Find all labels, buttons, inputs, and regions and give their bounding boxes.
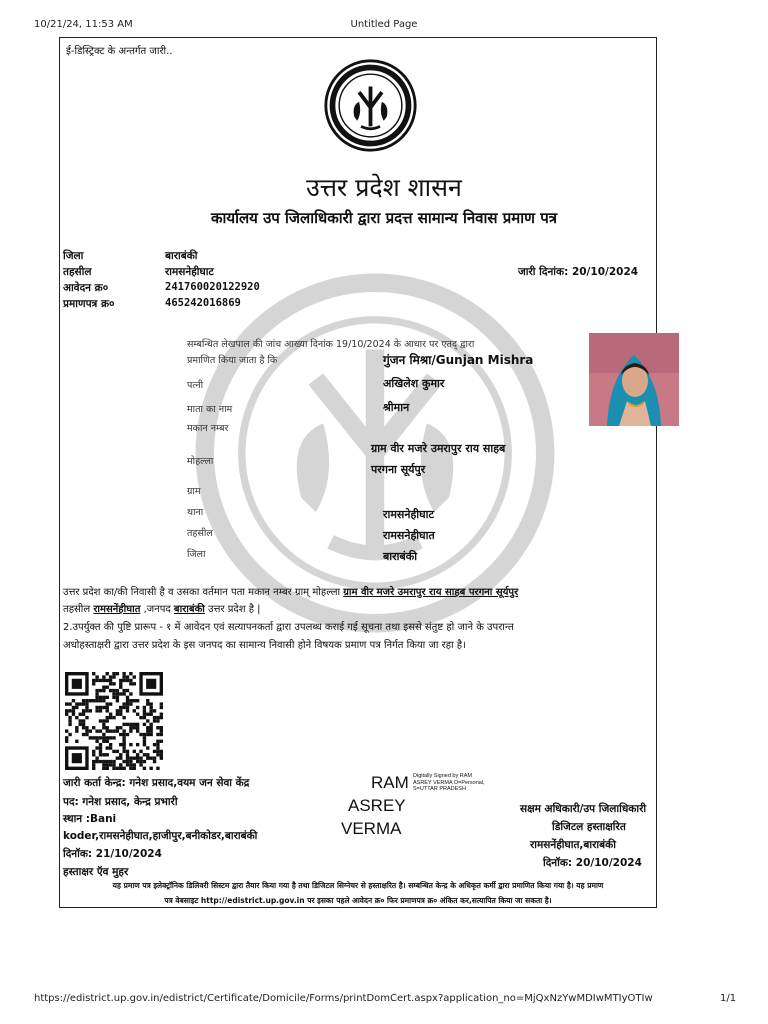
qr-code: [65, 672, 163, 770]
house-label: मकान नम्बर: [187, 423, 229, 434]
residence-address: ग्राम वीर मजरे उमरापुर राय साहब परगना सूर्यपुर: [343, 587, 519, 598]
residence-paragraph-line1: [63, 585, 518, 601]
tehsil-label: तहसील: [63, 266, 92, 278]
footer-note-line1: यह प्रमाण पत्र इलेक्ट्रॉनिक डिलिवरी सिस्टम द्वारा तैयार किया गया है तथा डिजिटल सिग्नेचर से हस्ताक्षरित है। सम्बन्धित केन्द्र के अधिकृत कर्मी द्वारा प्रमाणित किया गया है। यह प्रमाण: [112, 881, 604, 890]
issuer-place-line1: स्थान :Bani: [63, 813, 117, 825]
verification-paragraph-line2: अधोहस्ताक्षरी द्वारा उत्तर प्रदेश के इस जनपद का सामान्य निवासी होने विषयक प्रमाण पत्र निर्गत किया जा रहा है।: [63, 640, 466, 651]
print-page-title: Untitled Page: [350, 19, 418, 30]
up-emblem-logo: [323, 58, 418, 153]
digital-signature-note: Digitally Signed by RAM ASREY VERMA O=Personal, S=UTTAR PRADESH: [413, 773, 485, 792]
thana-label: थाना: [187, 507, 204, 518]
certify-label: प्रमाणित किया जाता है कि: [187, 355, 278, 366]
holder-photo: [589, 333, 679, 426]
district-value: बाराबंकी: [165, 250, 198, 262]
wife-label: पत्नी: [187, 380, 204, 391]
issuer-date: दिनॉक: 21/10/2024: [63, 848, 162, 860]
state-suffix: उत्तर प्रदेश है |: [204, 604, 261, 615]
tehsil-value: रामसनेहीघाट: [165, 266, 214, 278]
residence-district: बाराबंकी: [173, 604, 205, 615]
verification-paragraph-line1: 2.उपर्युक्त की पुष्टि प्रारूप - १ में आवेदन एवं सत्यापनकर्ता द्वारा उपलब्ध कराई गई सूचना तथा इससे संतुष्ट हो जाने के उपरान्त: [63, 622, 514, 633]
husband-name: अखिलेश कुमार: [383, 377, 445, 390]
officer-date: दिनॉक: 20/10/2024: [543, 857, 642, 869]
holder-name: गुंजन मिश्रा/Gunjan Mishra: [383, 353, 534, 367]
field-tehsil-label: तहसील: [187, 528, 213, 539]
residence-paragraph-line2: [63, 602, 261, 618]
field-tehsil-value: रामसनेहीघात: [383, 529, 435, 542]
certificate-subtitle: कार्यालय उप जिलाधिकारी द्वारा प्रदत्त सामान्य निवास प्रमाण पत्र: [211, 209, 557, 227]
mohalla-value-line1: ग्राम वीर मजरे उमरापुर राय साहब: [371, 442, 506, 455]
govt-title: उत्तर प्रदेश शासन: [306, 173, 462, 202]
mohalla-value-line2: परगना सूर्यपुर: [371, 463, 426, 476]
issuing-center: जारी कर्ता केन्द्र: गनेश प्रसाद,वयम जन सेवा केंद्र: [63, 777, 250, 789]
signer-name-line1: RAM: [371, 773, 409, 792]
application-label: आवेदन क्र०: [63, 282, 109, 294]
village-label: ग्राम: [187, 486, 201, 497]
officer-digitally-signed: डिजिटल हस्ताक्षरित: [552, 821, 626, 833]
issued-under-text: ई-डिस्ट्रिक्ट के अन्तर्गत जारी..: [66, 46, 173, 57]
certificate-number: 465242016869: [165, 297, 241, 309]
mother-label: माता का नाम: [187, 404, 233, 415]
intro-text: सम्बन्धित लेखपाल की जांच आख्या दिनांक 19/10/2024 के आधार पर एतद् द्वारा: [187, 339, 475, 350]
issuer-post: पद: गनेश प्रसाद, केन्द्र प्रभारी: [63, 796, 178, 808]
issue-date: जारी दिनांक: 20/10/2024: [518, 266, 639, 278]
issuer-place-line2: koder,रामसनेहीघात,हाजीपुर,बनीकोडर,बाराबंकी: [63, 830, 258, 842]
field-district-label: जिला: [187, 549, 206, 560]
district-label: जिला: [63, 250, 84, 262]
residence-text: उत्तर प्रदेश का/की निवासी है व उसका वर्तमान पता मकान नम्बर ग्राम् मोहल्ला: [63, 587, 344, 598]
certificate-label: प्रमाणपत्र क्र०: [63, 298, 115, 310]
residence-tehsil: रामसनेंहीघात: [93, 604, 141, 615]
officer-title: सक्षम अधिकारी/उप जिलाधिकारी: [520, 803, 647, 815]
tehsil-prefix: तहसील: [63, 604, 94, 615]
field-district-value: बाराबंकी: [383, 550, 418, 563]
signature-seal-label: हस्ताक्षर ऍव मुहर: [63, 866, 129, 878]
thana-value: रामसनेहीघाट: [383, 508, 435, 521]
officer-place: रामसनेंहीघात,बाराबंकी: [530, 839, 616, 851]
signer-name-line2: ASREY: [348, 796, 406, 815]
district-prefix: ,जनपद: [140, 604, 174, 615]
mother-name: श्रीमान: [383, 401, 410, 414]
print-datetime: 10/21/24, 11:53 AM: [34, 19, 133, 30]
signer-name-line3: VERMA: [341, 819, 402, 838]
application-number: 241760020122920: [165, 281, 260, 293]
mohalla-label: मोहल्ला: [187, 456, 214, 467]
footer-note-line2: पत्र वेबसाइट http://edistrict.up.gov.in पर इसका पहले आवेदन क्र० फिर प्रमाणपत्र क्र० अंकित कर,सत्यापित किया जा सकता है।: [164, 896, 552, 905]
print-page-number: 1/1: [720, 993, 737, 1004]
print-url: https://edistrict.up.gov.in/edistrict/Certificate/Domicile/Forms/printDomCert.aspx?application_no=MjQxNzYwMDIwMTIyOTIw: [34, 993, 653, 1004]
